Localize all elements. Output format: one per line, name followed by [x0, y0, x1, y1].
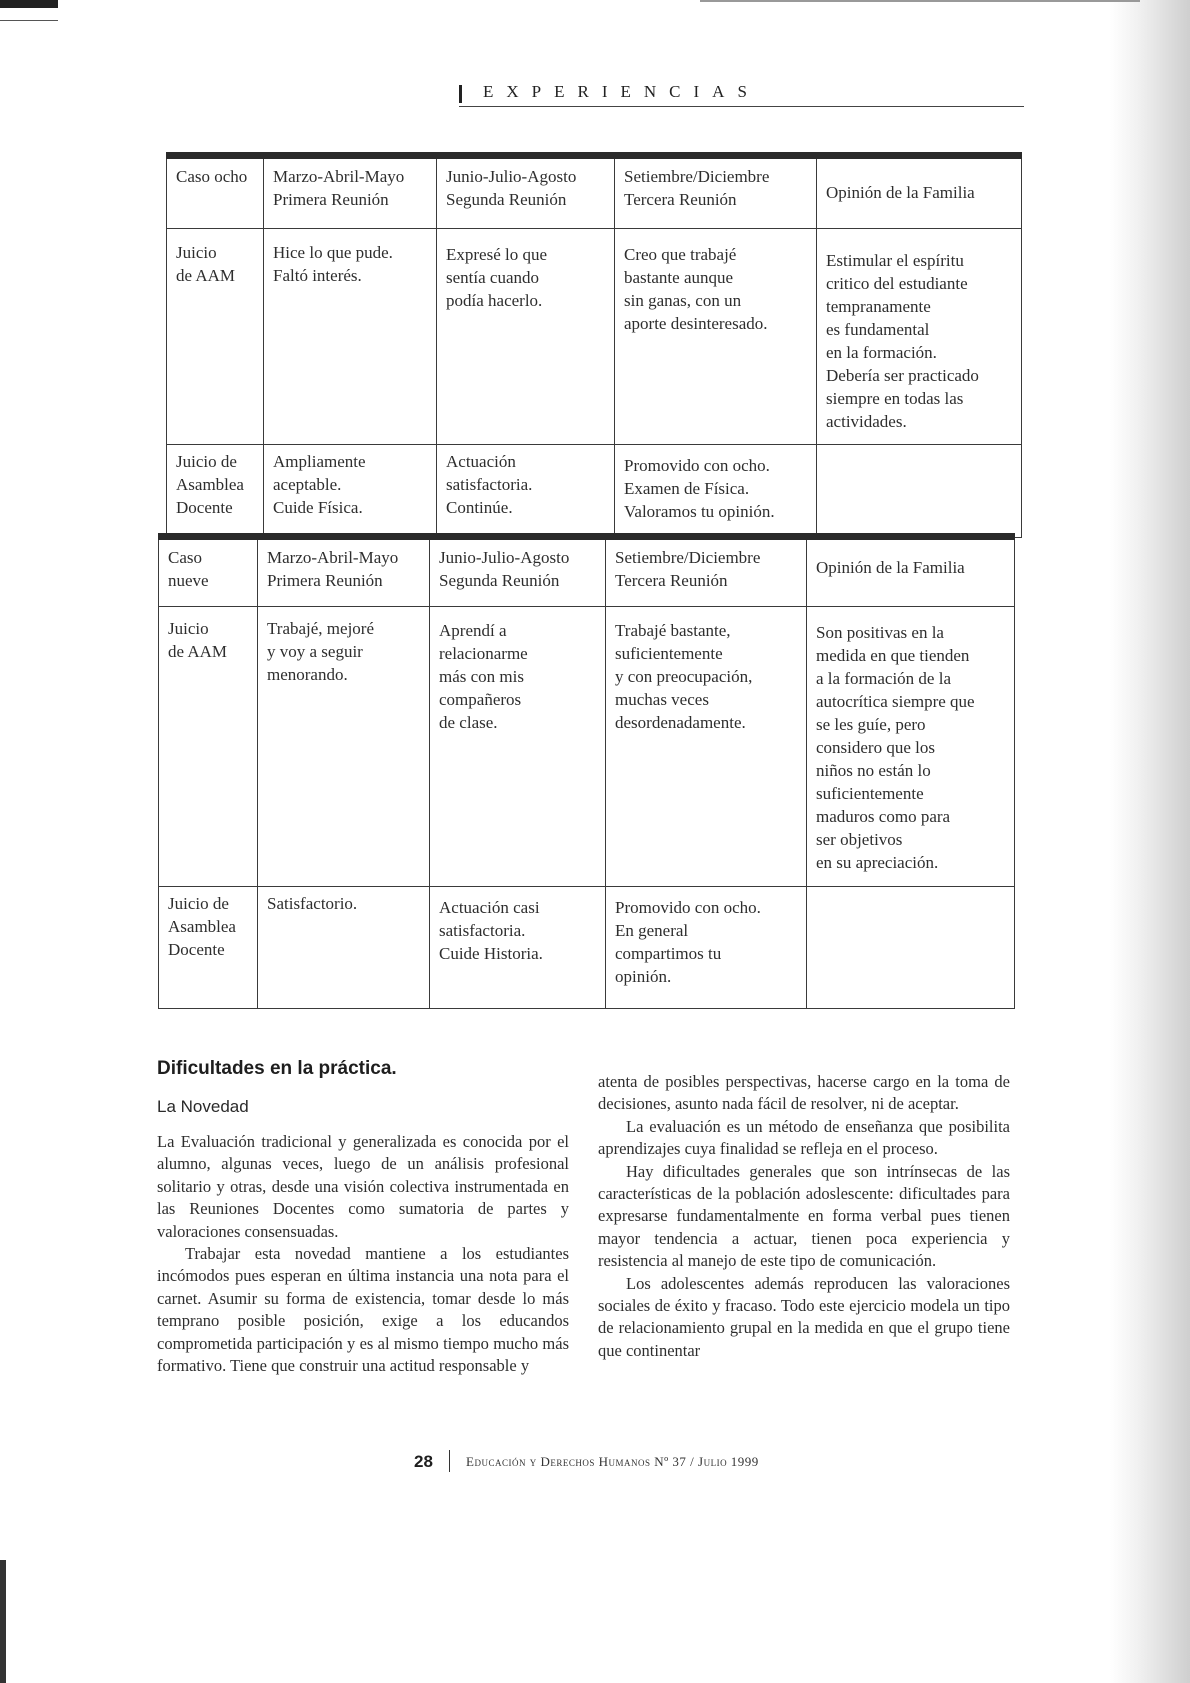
paragraph: Los adolescentes además reproducen las valoraciones sociales de éxito y fracaso. Todo este ejercicio modela un tipo de relacionamiento grupal en la medida en que el grupo tiene que continentar: [598, 1273, 1010, 1360]
section-title: Dificultades en la práctica.: [157, 1058, 397, 1079]
table-header-cell: Opinión de la Familia: [817, 156, 1022, 229]
paragraph: La Evaluación tradicional y generalizada es conocida por el alumno, algunas veces, luego de un análisis profesional solitario y otras, desde una visión colectiva instrumentada en las Reuniones Docentes como sumatoria de partes y valoraciones consensuadas.: [157, 1132, 569, 1241]
table-cell: [817, 445, 1022, 538]
scan-shadow-edge: [1110, 0, 1190, 1683]
subsection-title: La Novedad: [157, 1097, 249, 1116]
table-cell: Promovido con ocho. En general compartimos tu opinión.: [606, 887, 807, 1009]
table-cell: Actuación satisfactoria. Continúe.: [437, 445, 615, 538]
table-cell: Hice lo que pude. Faltó interés.: [264, 229, 437, 445]
header-rule: [459, 106, 1024, 107]
table-header-row: [159, 537, 1015, 607]
scan-corner-mark: [0, 0, 58, 8]
header-section-title: EXPERIENCIAS: [483, 82, 760, 101]
page-footer: [412, 1450, 912, 1476]
header-bar: [459, 85, 462, 103]
table-row: [167, 229, 1022, 445]
table-header-cell: Marzo-Abril-Mayo Primera Reunión: [264, 156, 437, 229]
scan-left-bar: [0, 1560, 6, 1683]
table-row: [159, 607, 1015, 887]
table-header-cell: Junio-Julio-Agosto Segunda Reunión: [430, 537, 606, 607]
table-cell: Actuación casi satisfactoria. Cuide Historia.: [430, 887, 606, 1009]
table-header-cell: Junio-Julio-Agosto Segunda Reunión: [437, 156, 615, 229]
footer-divider: [449, 1450, 450, 1472]
table-cell: Trabajé bastante, suficientemente y con preocupación, muchas veces desordenadamente.: [606, 607, 807, 887]
table-cell: Son positivas en la medida en que tienden a la formación de la autocrítica siempre que se les guíe, pero considero que los niños no están lo suficientemente maduros como para ser objetivos en su apreciación.: [807, 607, 1015, 887]
article-column-left: [157, 1131, 569, 1377]
table-header-cell: Setiembre/Diciembre Tercera Reunión: [606, 537, 807, 607]
row-label: Juicio de AAM: [167, 229, 264, 445]
table-caso-nueve: [158, 533, 1015, 1009]
paragraph: Hay dificultades generales que son intrínsecas de las características de la población adoslescente: dificultades para expresarse fundamentalmente en forma verbal pues tienen mayor tendencia a actuar, tienen poca experiencia y resistencia al manejo de este tipo de comunicación.: [598, 1161, 1010, 1271]
table-cell: [807, 887, 1015, 1009]
table-cell: Satisfactorio.: [258, 887, 430, 1009]
running-header: [459, 80, 1024, 108]
table-cell: Ampliamente aceptable. Cuide Física.: [264, 445, 437, 538]
paragraph: atenta de posibles perspectivas, hacerse cargo en la toma de decisiones, asunto nada fácil de resolver, ni de aceptar.: [598, 1072, 1010, 1114]
row-label: Juicio de AAM: [159, 607, 258, 887]
row-label: Juicio de Asamblea Docente: [167, 445, 264, 538]
table-row: [167, 445, 1022, 538]
table-cell: Creo que trabajé bastante aunque sin ganas, con un aporte desinteresado.: [615, 229, 817, 445]
paragraph: La evaluación es un método de enseñanza que posibilita aprendizajes cuya finalidad se refleja en el proceso.: [598, 1116, 1010, 1159]
table-cell: Promovido con ocho. Examen de Física. Valoramos tu opinión.: [615, 445, 817, 538]
table-cell: Estimular el espíritu critico del estudiante tempranamente es fundamental en la formación. Debería ser practicado siempre en todas las actividades.: [817, 229, 1022, 445]
row-label: Juicio de Asamblea Docente: [159, 887, 258, 1009]
table-header-cell: Marzo-Abril-Mayo Primera Reunión: [258, 537, 430, 607]
table-header-cell: Caso nueve: [159, 537, 258, 607]
page-number: 28: [414, 1452, 433, 1471]
article-column-right: [598, 1071, 1010, 1362]
table-header-cell: Opinión de la Familia: [807, 537, 1015, 607]
scan-corner-line: [0, 20, 58, 21]
table-header-cell: Setiembre/Diciembre Tercera Reunión: [615, 156, 817, 229]
table-caso-ocho: [166, 152, 1022, 538]
table-header-row: [167, 156, 1022, 229]
table-cell: Trabajé, mejoré y voy a seguir menorando.: [258, 607, 430, 887]
table-cell: Expresé lo que sentía cuando podía hacerlo.: [437, 229, 615, 445]
paragraph: Trabajar esta novedad mantiene a los estudiantes incómodos pues esperan en última instancia una nota para el carnet. Asumir su forma de existencia, tomar desde lo más temprano posible posición, exige a los educandos comprometida participación y es al mismo tiempo mucho más formativo. Tiene que construir una actitud responsable y: [157, 1244, 569, 1376]
table-cell: Aprendí a relacionarme más con mis compañeros de clase.: [430, 607, 606, 887]
table-header-cell: Caso ocho: [167, 156, 264, 229]
journal-name: Educación y Derechos Humanos Nº 37 / Julio 1999: [466, 1454, 759, 1469]
scan-top-strip: [700, 0, 1140, 2]
table-row: [159, 887, 1015, 1009]
